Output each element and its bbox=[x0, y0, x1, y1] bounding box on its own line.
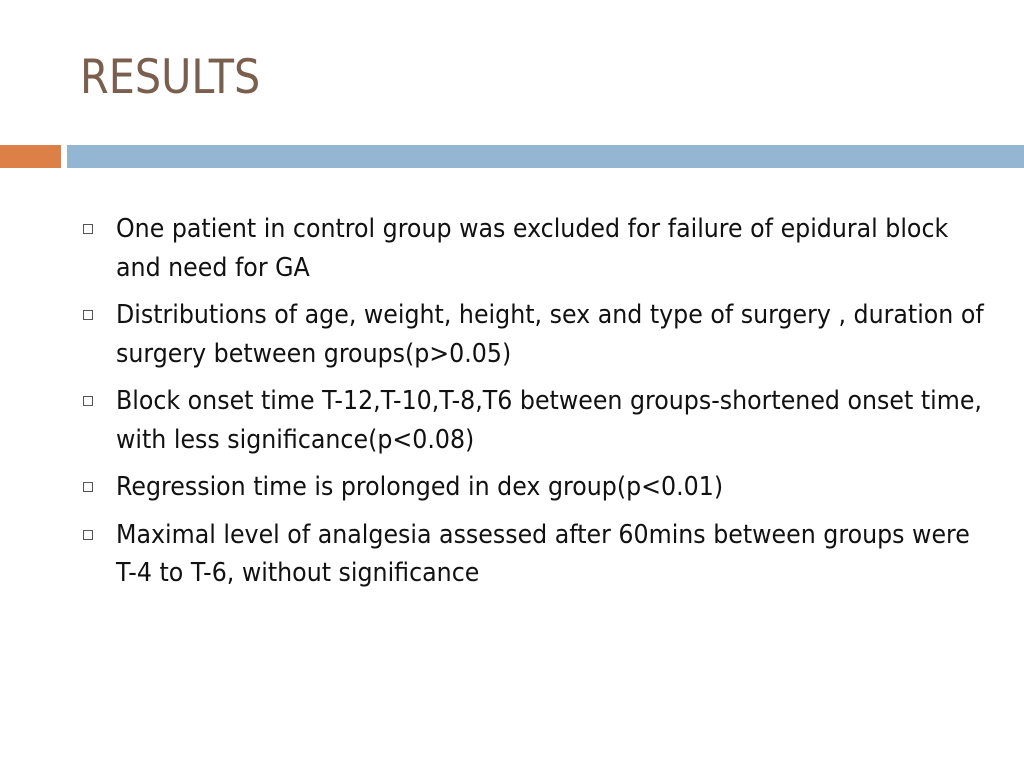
bullet-text: Maximal level of analgesia assessed after 60mins between groups were T-4 to T-6, without significance bbox=[116, 519, 970, 588]
bullet-list bbox=[80, 210, 984, 602]
square-bullet-icon bbox=[83, 482, 93, 492]
square-bullet-icon bbox=[83, 530, 93, 540]
bullet-item bbox=[80, 468, 980, 507]
bullet-text: Regression time is prolonged in dex group(p<0.01) bbox=[116, 472, 724, 502]
bullet-text: Distributions of age, weight, height, sex and type of surgery , duration of surgery between groups(p>0.05) bbox=[116, 300, 984, 369]
bullet-text: Block onset time T-12,T-10,T-8,T6 between groups-shortened onset time, with less significance(p<0.08) bbox=[116, 386, 982, 455]
square-bullet-icon bbox=[83, 396, 93, 406]
square-bullet-icon bbox=[83, 224, 93, 234]
bullet-item bbox=[80, 210, 980, 287]
bullet-item bbox=[80, 382, 980, 459]
accent-bar bbox=[0, 145, 61, 168]
title-divider-bar bbox=[67, 145, 1024, 168]
bullet-item bbox=[80, 516, 980, 593]
slide-title: RESULTS bbox=[80, 50, 261, 105]
square-bullet-icon bbox=[83, 310, 93, 320]
bullet-item bbox=[80, 296, 984, 373]
bullet-text: One patient in control group was excluded for failure of epidural block and need for GA bbox=[116, 214, 949, 283]
